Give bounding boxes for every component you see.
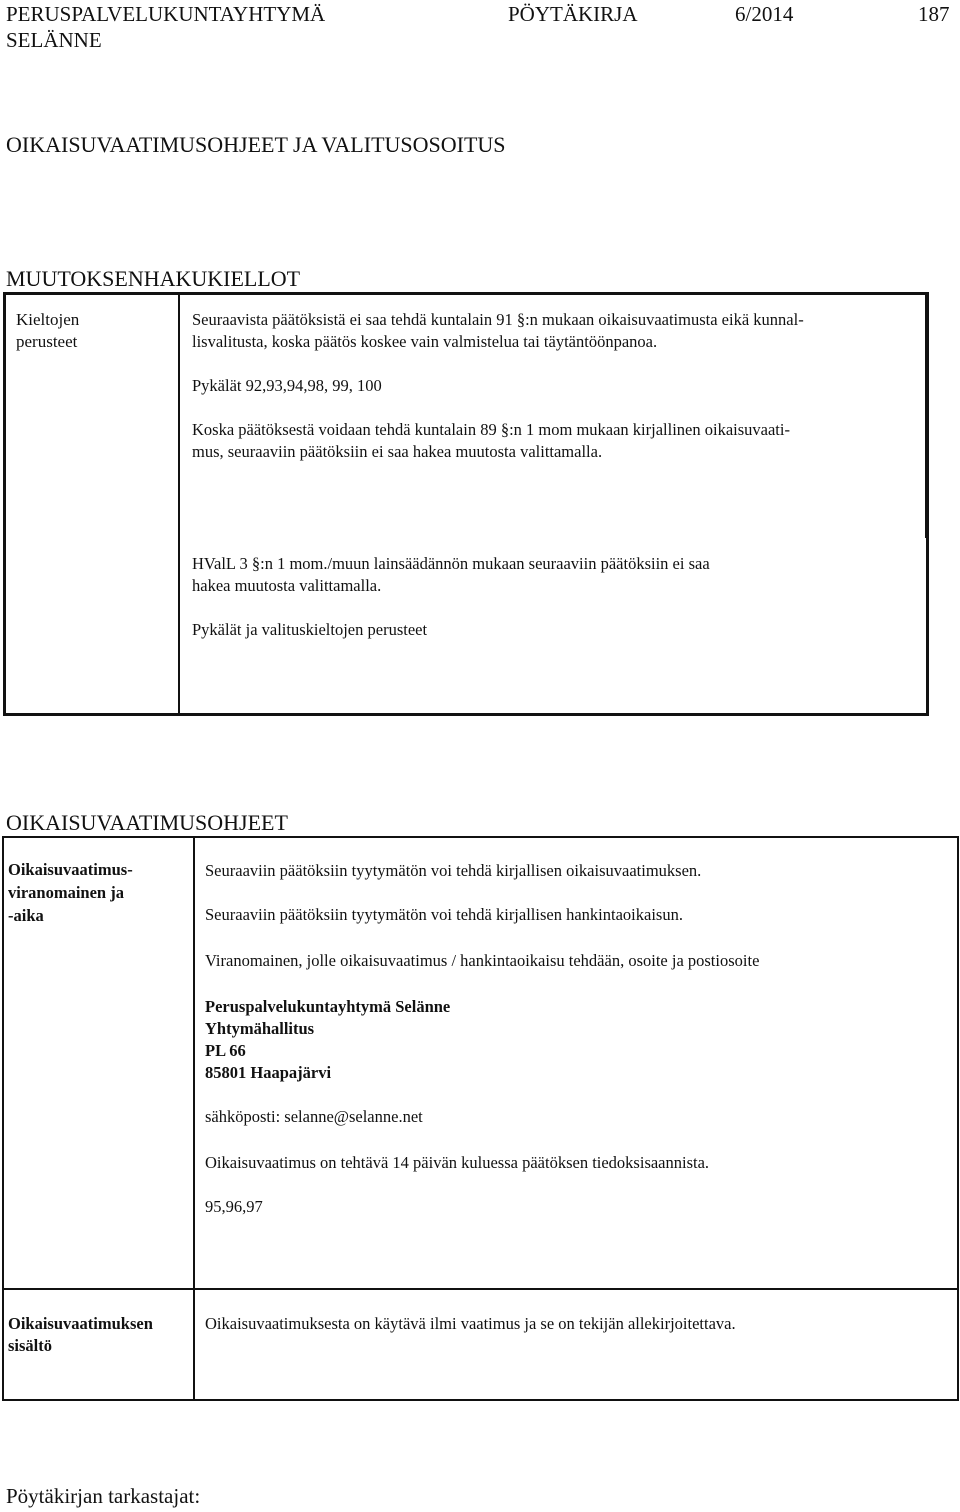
instructions-heading: OIKAISUVAATIMUSOHJEET — [6, 810, 288, 835]
restrictions-label: Kieltojen — [16, 310, 80, 329]
restrictions-paragraph-3-line2: hakea muutosta valittamalla. — [192, 576, 382, 595]
restrictions-box — [3, 292, 929, 716]
row1-top-border — [2, 836, 959, 838]
restrictions-sections-2: Pykälät ja valituskieltojen perusteet — [192, 620, 428, 639]
authority-label: Oikaisuvaatimus- — [8, 860, 133, 879]
restrictions-paragraph-3: HValL 3 §:n 1 mom./muun lainsäädännön mukaan seuraaviin päätöksiin ei saa — [192, 554, 710, 573]
content-label: Oikaisuvaatimuksen — [8, 1314, 153, 1333]
reviewers-label: Pöytäkirjan tarkastajat: — [6, 1484, 201, 1508]
address-postal-code: 85801 Haapajärvi — [205, 1063, 332, 1082]
restrictions-heading: MUUTOKSENHAKUKIELLOT — [6, 266, 301, 291]
content-label-line2: sisältö — [8, 1336, 53, 1355]
document-number: 6/2014 — [735, 2, 794, 26]
instruction-text-1: Seuraaviin päätöksiin tyytymätön voi tehdä kirjallisen oikaisuvaatimuksen. — [205, 861, 702, 880]
restrictions-inner-right-border — [925, 292, 928, 538]
org-name-line2: SELÄNNE — [6, 28, 102, 52]
page-title: OIKAISUVAATIMUSOHJEET JA VALITUSOSOITUS — [6, 132, 506, 157]
address-po-box: PL 66 — [205, 1041, 246, 1060]
row2-column-divider — [193, 1288, 195, 1401]
address-organization: Peruspalvelukuntayhtymä Selänne — [205, 997, 451, 1016]
restrictions-column-divider — [178, 292, 180, 716]
restrictions-paragraph-1: Seuraavista päätöksistä ei saa tehdä kuntalain 91 §:n mukaan oikaisuvaatimusta eikä kunnal- — [192, 310, 804, 329]
deadline-text: Oikaisuvaatimus on tehtävä 14 päivän kuluessa päätöksen tiedoksisaannista. — [205, 1153, 710, 1172]
row1-right-border — [957, 836, 959, 1290]
instruction-text-2: Seuraaviin päätöksiin tyytymätön voi tehdä kirjallisen hankintaoikaisun. — [205, 905, 683, 924]
email-line: sähköposti: selanne@selanne.net — [205, 1107, 423, 1126]
row2-left-border — [2, 1288, 4, 1401]
row2-bottom-border — [2, 1399, 959, 1401]
row1-left-border — [2, 836, 4, 1290]
row1-column-divider — [193, 836, 195, 1290]
row1-bottom-border — [2, 1288, 959, 1290]
restrictions-paragraph-1-line2: lisvalitusta, koska päätös koskee vain valmistelua tai täytäntöönpanoa. — [192, 332, 658, 351]
instruction-text-3: Viranomainen, jolle oikaisuvaatimus / hankintaoikaisu tehdään, osoite ja postiosoite — [205, 951, 760, 970]
authority-label-line3: -aika — [8, 906, 44, 925]
content-text: Oikaisuvaatimuksesta on käytävä ilmi vaatimus ja se on tekijän allekirjoitettava. — [205, 1314, 736, 1333]
page-number: 187 — [918, 2, 950, 26]
restrictions-paragraph-2: Koska päätöksestä voidaan tehdä kuntalain 89 §:n 1 mom mukaan kirjallinen oikaisuvaati- — [192, 420, 790, 439]
document-type: PÖYTÄKIRJA — [508, 2, 638, 26]
address-board: Yhtymähallitus — [205, 1019, 315, 1038]
instruction-sections: 95,96,97 — [205, 1197, 263, 1216]
restrictions-paragraph-2-line2: mus, seuraaviin päätöksiin ei saa hakea muutosta valittamalla. — [192, 442, 603, 461]
org-name: PERUSPALVELUKUNTAYHTYMÄ — [6, 2, 326, 26]
restrictions-label-line2: perusteet — [16, 332, 78, 351]
row2-right-border — [957, 1288, 959, 1401]
authority-label-line2: viranomainen ja — [8, 883, 124, 902]
restrictions-sections-1: Pykälät 92,93,94,98, 99, 100 — [192, 376, 382, 395]
